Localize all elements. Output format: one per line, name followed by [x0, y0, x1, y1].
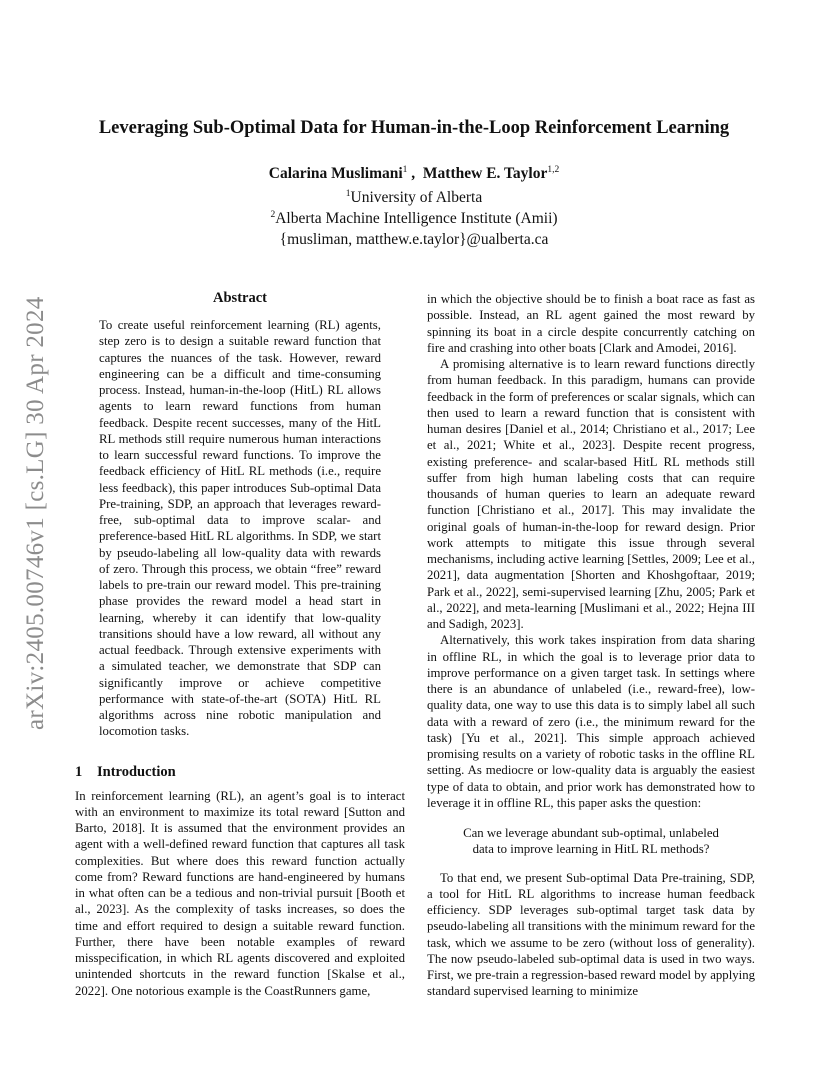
section-number: 1: [75, 763, 83, 780]
section-title: Introduction: [97, 763, 176, 780]
research-question: Can we leverage abundant sub-optimal, unlabeled data to improve learning in HitL RL methods?: [463, 826, 719, 857]
author-emails: {musliman, matthew.e.taylor}@ualberta.ca: [279, 231, 549, 248]
author-line: [60, 165, 768, 183]
paper-title: Leveraging Sub-Optimal Data for Human-in-the-Loop Reinforcement Learning: [98, 118, 730, 138]
body-paragraph: in which the objective should be to finish a boat race as fast as possible. Instead, an RL agent gained the most reward by spinning its boat in a circle despite concurrently catching on fire and crashing into other boats [Clark and Amodei, 2016].: [427, 292, 755, 355]
abstract-body: [99, 317, 381, 740]
author-affiliation-mark: 1,2: [547, 165, 560, 175]
body-paragraph: To that end, we present Sub-optimal Data Pre-training, SDP, a tool for HitL RL algorithms to increase human feedback efficiency. SDP leverages sub-optimal target task data by pseudo-labeling all transitions with the minimum reward for the task, which we assume to be zero (without loss of generality). The now pseudo-labeled sub-optimal data is used in two ways. First, we pre-train a regression-based reward model by applying standard supervised learning to minimize: [427, 870, 755, 999]
author-affiliation-mark: 1: [402, 165, 408, 175]
affiliation-1: [60, 189, 768, 207]
author-separator: ,: [407, 165, 423, 182]
affiliation-mark: 2: [270, 210, 276, 220]
affiliation-name: University of Alberta: [350, 189, 483, 206]
left-column: [75, 290, 405, 999]
affiliation-mark: 1: [345, 189, 351, 199]
right-column: [427, 291, 755, 1000]
abstract-text: To create useful reinforcement learning (RL) agents, step zero is to design a suitable reward function that captures the nuances of the task. However, reward engineering can be a difficult and time-consuming process. Instead, human-in-the-loop (HitL) RL allows agents to learn reward functions from human feedback. Despite recent successes, many of the HitL RL methods still require numerous human interactions to learn successful reward functions. To improve the feedback efficiency of HitL RL methods (i.e., require less feedback), this paper introduces Sub-optimal Data Pre-training, SDP, an approach that leverages reward-free, sub-optimal data to improve scalar- and preference-based HitL RL algorithms. In SDP, we start by pseudo-labeling all low-quality data with rewards of zero. Through this process, we obtain “free” reward labels to pre-train our reward model. This pre-training phase provides the reward model a head start in learning, whereby it can identify that low-quality transitions should have a low reward, all without any actual feedback. Through extensive experiments with a simulated teacher, we demonstrate that SDP can significantly improve or achieve competitive performance with state-of-the-art (SOTA) HitL RL algorithms across nine robotic manipulation and locomotion tasks.: [99, 318, 381, 739]
author-name: Matthew E. Taylor: [422, 165, 548, 182]
intro-paragraph: In reinforcement learning (RL), an agent’s goal is to interact with an environment to maximize its total reward [Sutton and Barto, 2018]. It is assumed that the environment provides an agent with a well-defined reward function that captures all task complexities. But where does this reward function actually come from? Reward functions are hand-engineered by humans in what often can be a tedious and non-trivial pursuit [Booth et al., 2023]. As the complexity of tasks increases, so does the time and effort required to design a suitable reward function. Further, there have been notable examples of reward misspecification, in which RL agents discovered and exploited unintended shortcuts in the reward function [Skalse et al., 2022]. One notorious example is the CoastRunners game,: [75, 788, 405, 998]
section-heading: [75, 764, 405, 781]
body-paragraph: A promising alternative is to learn reward functions directly from human feedback. In this paradigm, humans can provide feedback in the form of preferences or scalar signals, which can then used to learn a reward function that is consistent with human desires [Daniel et al., 2014; Christiano et al., 2017; Lee et al., 2021; White et al., 2023]. Despite recent progress, existing preference- and scalar-based HitL RL methods still suffer from high human labeling costs that can require thousands of human queries to learn an adequate reward function [Christiano et al., 2017]. This may invalidate the original goals of human-in-the-loop for reward design. Prior work attempts to mitigate this issue through several mechanisms, including active learning [Settles, 2009; Lee et al., 2021], data augmentation [Shorten and Khoshgoftaar, 2019; Park et al., 2022], semi-supervised learning [Zhu, 2005; Park et al., 2022], and meta-learning [Muslimani et al., 2022; Hejna III and Sadigh, 2023].: [427, 357, 755, 631]
body-paragraph: Alternatively, this work takes inspiration from data sharing in offline RL, in which the goal is to leverage prior data to improve performance on a given target task. In settings where there is an abundance of unlabeled (i.e., reward-free), low-quality data, one way to use this data is to simply label all such data with a reward of zero (i.e., the minimum reward for the task) [Yu et al., 2021]. This simple approach achieved promising results on a variety of robotic tasks in the offline RL setting. As mediocre or low-quality data is arguably the easiest type of data to obtain, and prior work has demonstrated how to leverage it in offline RL, this paper asks the question:: [427, 633, 755, 810]
arxiv-identifier: arXiv:2405.00746v1 [cs.LG] 30 Apr 2024: [22, 296, 49, 730]
abstract-heading: Abstract: [213, 290, 267, 306]
author-name: Calarina Muslimani: [268, 165, 403, 182]
affiliation-2: [60, 210, 768, 228]
affiliation-name: Alberta Machine Intelligence Institute (Amii): [275, 210, 558, 227]
